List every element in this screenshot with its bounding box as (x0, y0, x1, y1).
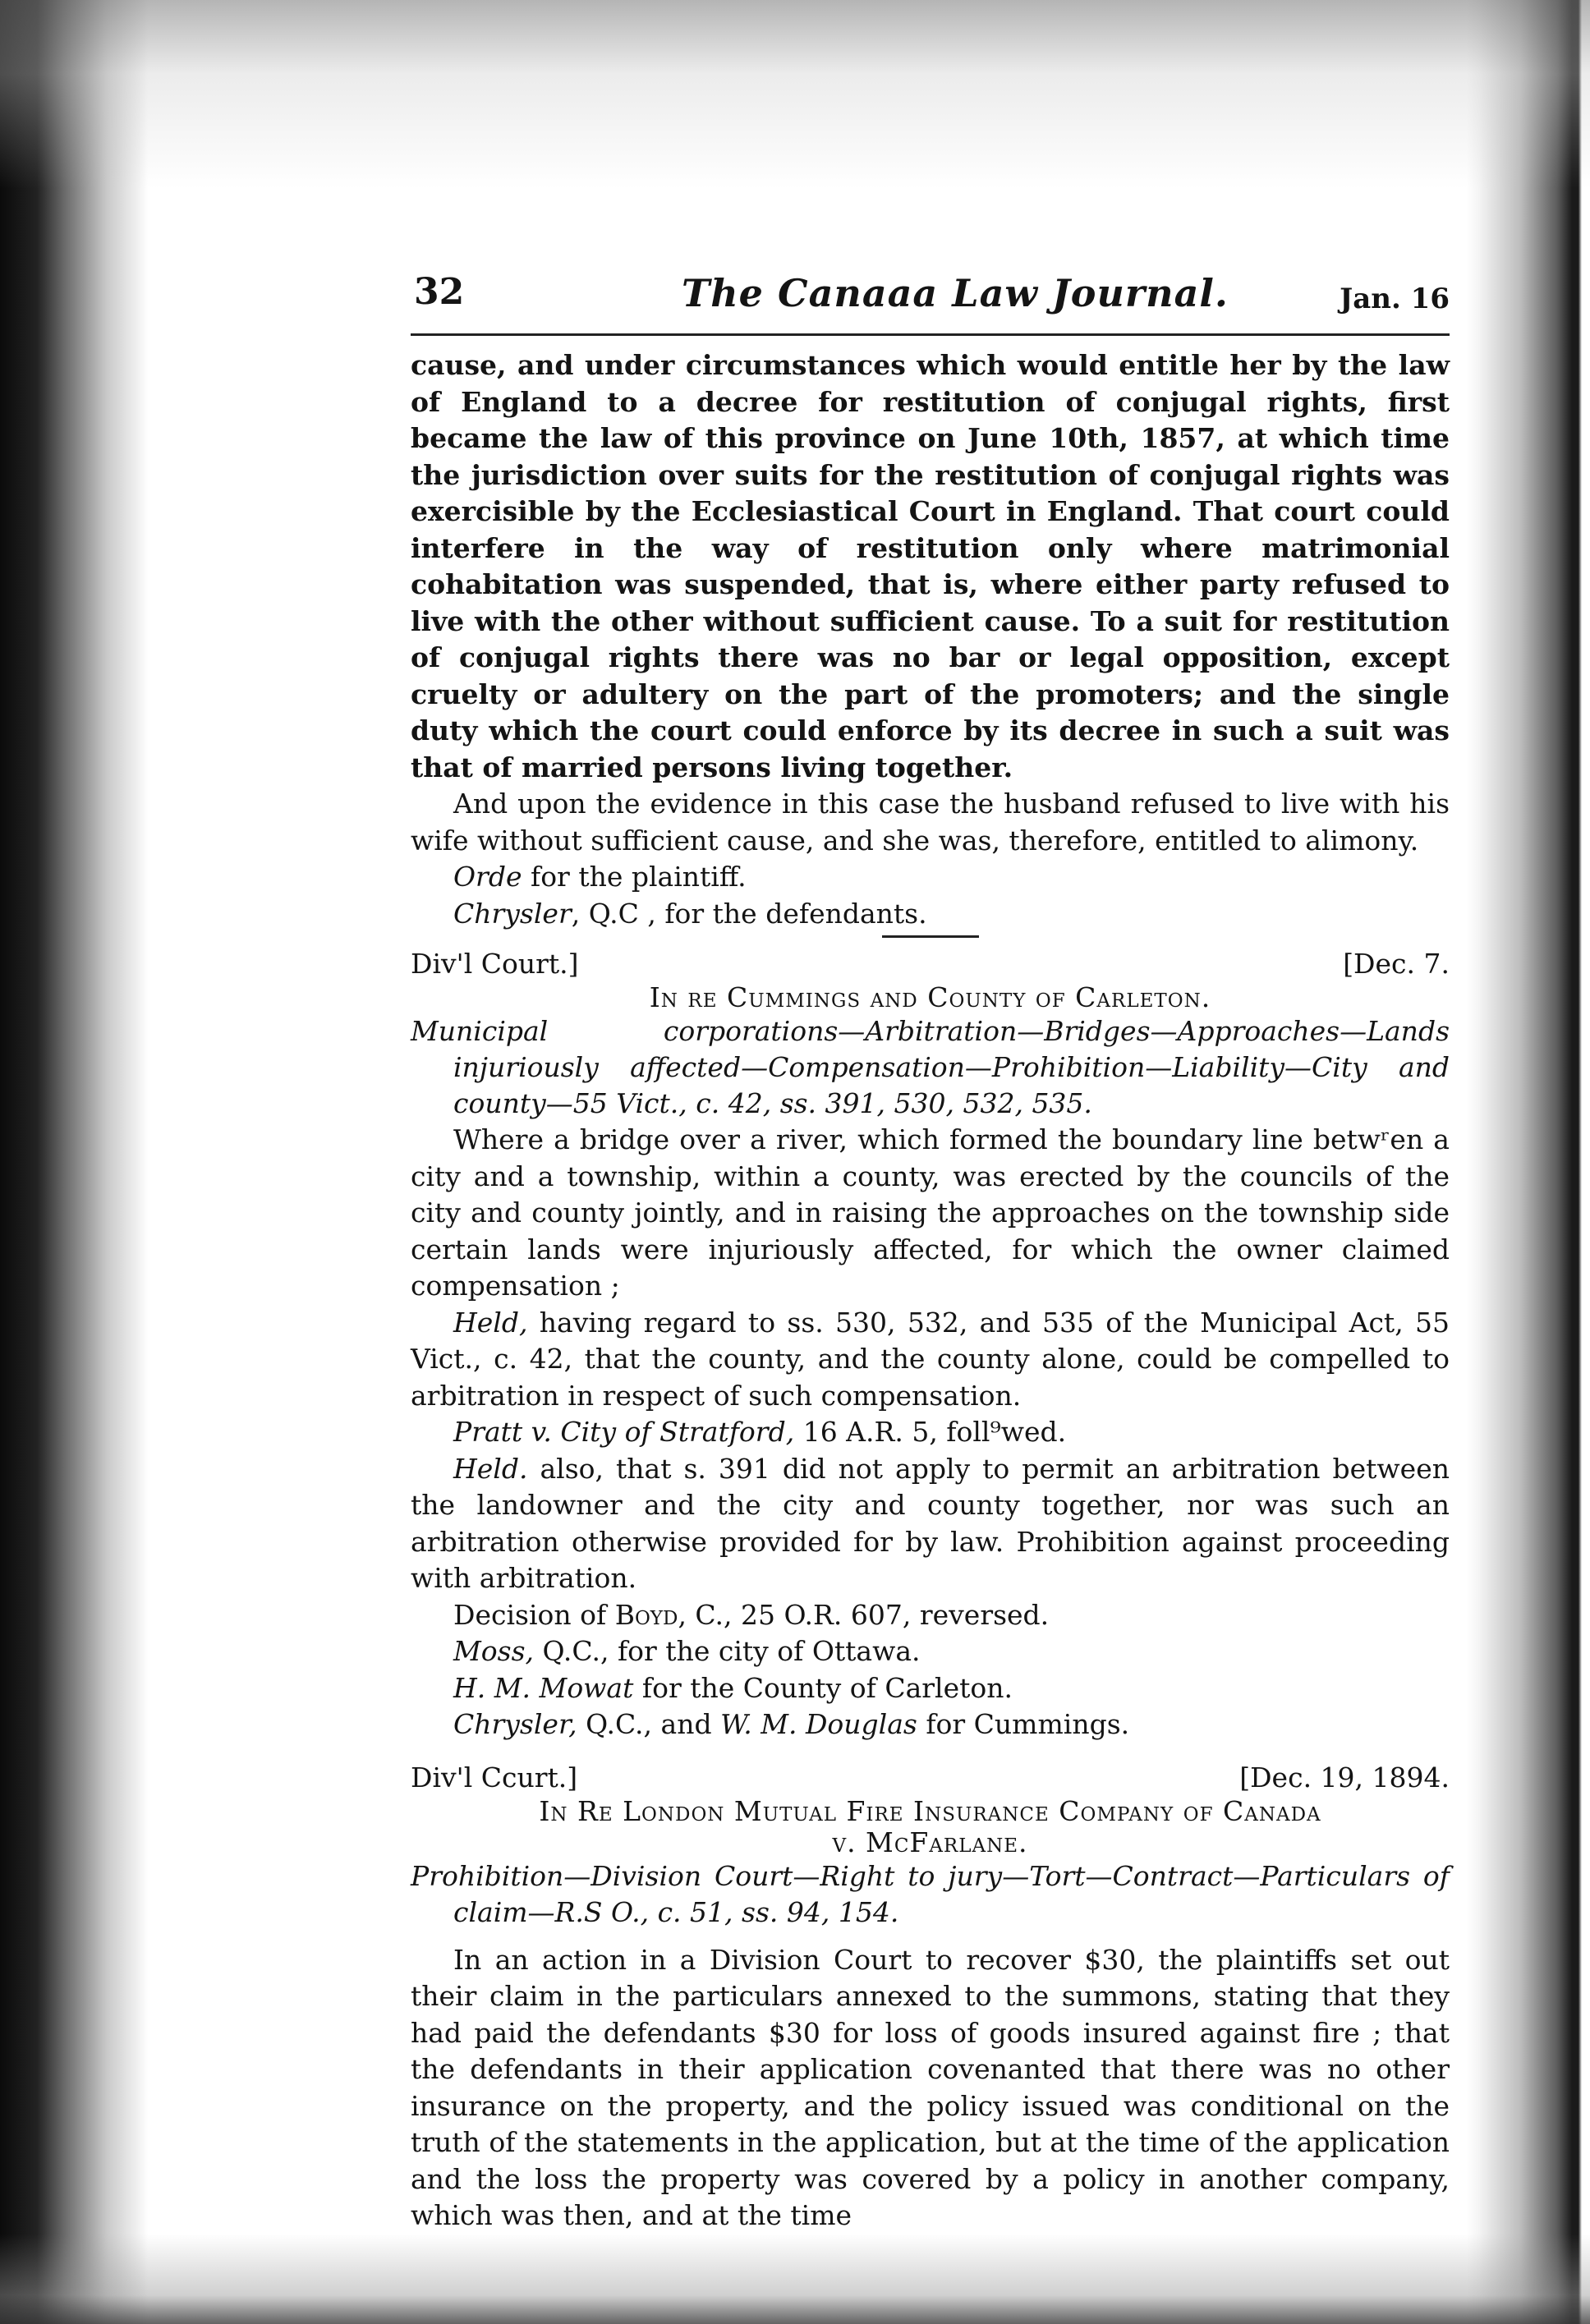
citation-line (411, 1414, 1450, 1451)
held-word: Held. (453, 1452, 528, 1485)
journal-page (411, 271, 1450, 2234)
case-catchwords: Prohibition—Division Court—Right to jury—Tort—Contract—Particulars of claim—R.S O., c. 51, ss. 94, 154. (411, 1859, 1450, 1928)
counsel-name: W. M. Douglas (720, 1708, 917, 1740)
counsel-line (411, 1706, 1450, 1743)
counsel-role: , Q.C , for the defendants. (571, 897, 927, 930)
scan-left-shadow (0, 0, 148, 2324)
held-paragraph (411, 1451, 1450, 1597)
case-catchwords: Municipal corporations—Arbitration—Bridges—Approaches—Lands injuriously affected—Compensation—Prohibition—Liability—City and county—55 Vict., c. 42, ss. 391, 530, 532, 535. (411, 1015, 1450, 1119)
page-number: 32 (414, 271, 465, 313)
intro-paragraph-2: And upon the evidence in this case the husband refused to live with his wife without sufficient cause, and she was, therefore, entitled to alimony. (411, 788, 1450, 857)
counsel-role: Q.C., for the city of Ottawa. (534, 1635, 921, 1667)
decision-prefix: Decision of (453, 1598, 615, 1631)
journal-title: The Canaaa Law Journal. (682, 271, 1229, 315)
held-text: also, that s. 391 did not apply to permit an arbitration between the landowner and the city and county together, nor was such an arbitration otherwise provided for by law. Prohibition against proceeding with arbitration. (411, 1452, 1450, 1594)
case-court-line (411, 946, 1450, 982)
counsel-role: Q.C., and (577, 1708, 721, 1740)
court-name: Div'l Ccurt.] (411, 1761, 578, 1794)
case-title-line-2: v. McFarlane. (832, 1826, 1028, 1858)
held-word: Held, (453, 1306, 528, 1339)
counsel-role: for the County of Carleton. (633, 1671, 1013, 1704)
intro-paragraph: cause, and under circumstances which would entitle her by the law of England to a decree for restitution of conjugal rights, first became the law of this province on June 10th, 1857, at which time the jurisdiction over suits for the restitution of conjugal rights was exercisible by the Ecclesiastical Court in England. That court could interfere in the way of restitution only where matrimonial cohabitation was suspended, that is, where either party refused to live with the other without sufficient cause. To a suit for restitution of conjugal rights there was no bar or legal opposition, except cruelty or adultery on the part of the promoters; and the single duty which the court could enforce by its decree in such a suit was that of married persons living together. (411, 349, 1450, 783)
running-header (411, 271, 1450, 328)
case-date: [Dec. 7. (1343, 948, 1450, 980)
case-court-line (411, 1760, 1450, 1796)
decision-suffix: , C., 25 O.R. 607, reversed. (678, 1598, 1050, 1631)
counsel-line (411, 896, 1450, 933)
counsel-line (411, 1633, 1450, 1670)
case-title: In re Cummings and County of Carleton. (649, 981, 1211, 1013)
court-name: Div'l Court.] (411, 948, 579, 980)
header-rule (411, 333, 1450, 336)
section-divider (882, 935, 979, 938)
spacer (411, 1931, 1450, 1942)
scan-bottom-shadow (0, 2234, 1590, 2324)
spacer (411, 1743, 1450, 1760)
case-paragraph: In an action in a Division Court to recover $30, the plaintiffs set out their claim in the particulars annexed to the summons, stating that they had paid the defendants $30 for loss of goods insured against fire ; that the defendants in their application covenanted that there was no other insurance on the property, and the policy issued was conditional on the truth of the statements in the application, but at the time of the application and the loss the property was covered by a policy in another company, which was then, and at the time (411, 1943, 1450, 2231)
held-paragraph (411, 1305, 1450, 1415)
header-date: Jan. 16 (1340, 282, 1450, 315)
citation-text: 16 A.R. 5, foll⁹wed. (794, 1416, 1067, 1448)
counsel-name: Moss, (453, 1635, 535, 1667)
held-text: having regard to ss. 530, 532, and 535 of the Municipal Act, 55 Vict., c. 42, that the county, and the county alone, could be compelled to arbitration in respect of such compensation. (411, 1306, 1450, 1412)
counsel-name: H. M. Mowat (453, 1671, 634, 1704)
scan-top-shadow (0, 0, 1590, 189)
scan-right-shadow (1467, 0, 1590, 2324)
counsel-role: for Cummings. (917, 1708, 1130, 1740)
case-title: In Re London Mutual Fire Insurance Company of Canada (539, 1794, 1321, 1827)
counsel-name: Orde (453, 861, 522, 893)
counsel-role: for the plaintiff. (522, 861, 747, 893)
counsel-name: Chrysler (453, 897, 572, 930)
counsel-name: Chrysler, (453, 1708, 577, 1740)
citation-name: Pratt v. City of Stratford, (453, 1416, 795, 1448)
decision-line (411, 1597, 1450, 1634)
counsel-line (411, 859, 1450, 896)
counsel-line (411, 1670, 1450, 1707)
case-date: [Dec. 19, 1894. (1239, 1761, 1450, 1794)
judge-name: Boyd (614, 1598, 678, 1631)
case-paragraph: Where a bridge over a river, which formed the boundary line betwʳen a city and a township, within a county, was erected by the councils of the city and county jointly, and in raising the approaches on the township side certain lands were injuriously affected, for which the owner claimed compensation ; (411, 1123, 1450, 1302)
